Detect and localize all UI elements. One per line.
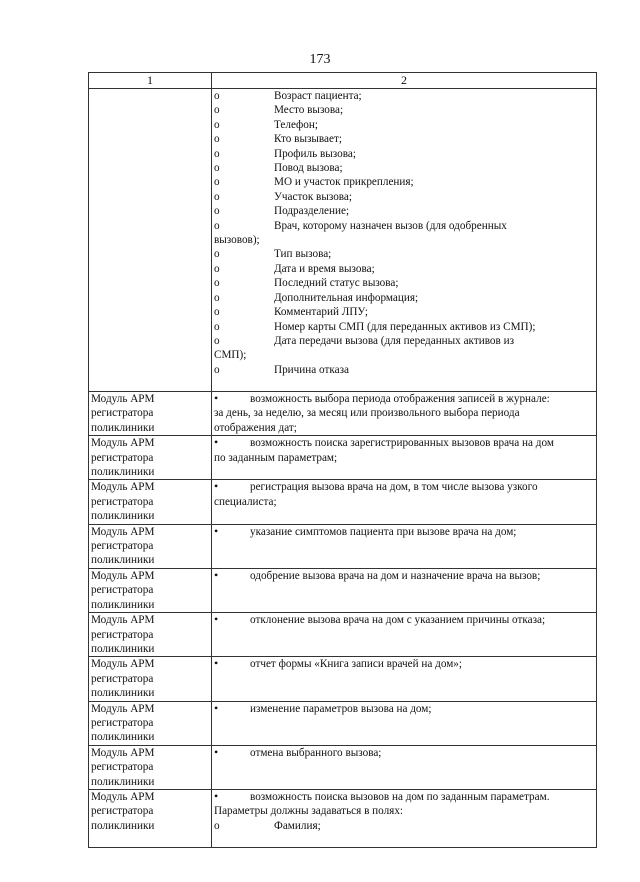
bullet-item [214, 392, 594, 406]
function-text: отмена выбранного вызова; [250, 746, 382, 759]
module-cell [89, 568, 212, 612]
module-cell [89, 436, 212, 480]
table-row [89, 657, 597, 701]
list-item [214, 175, 594, 189]
bullet-item [214, 657, 594, 671]
list-item [214, 204, 594, 218]
module-name-line: регистратора [91, 672, 154, 685]
bullet-item [214, 525, 594, 539]
circle-marker: o [214, 248, 220, 261]
module-name-line: Модуль АРМ [91, 702, 155, 715]
list-item-text: Комментарий ЛПУ; [274, 306, 369, 319]
function-cell [212, 568, 597, 612]
module-name-line: регистратора [91, 761, 154, 774]
function-text-continuation: за день, за неделю, за месяц или произвольного выбора периода [214, 407, 520, 420]
function-cell [212, 745, 597, 789]
function-text: одобрение вызова врача на дом и назначение врача на вызов; [250, 569, 541, 582]
table-row [89, 745, 597, 789]
module-name-line: регистратора [91, 628, 154, 641]
function-text: возможность выбора периода отображения записей в журнале: [250, 393, 550, 405]
list-item [214, 819, 594, 833]
list-item [214, 276, 594, 290]
circle-marker: o [214, 147, 220, 160]
list-item-text: Причина отказа [274, 363, 349, 376]
bullet-item [214, 569, 594, 583]
bullet-item [214, 702, 594, 716]
function-text-continuation: Параметры должны задаваться в полях: [214, 805, 404, 818]
circle-marker: o [214, 205, 220, 218]
list-item-text: Последний статус вызова; [274, 277, 399, 290]
module-name-line: Модуль АРМ [91, 658, 155, 671]
table-row [89, 524, 597, 568]
module-name-line: Модуль АРМ [91, 614, 155, 627]
table-row [89, 392, 597, 436]
function-text: регистрация вызова врача на дом, в том числе вызова узкого [250, 481, 538, 494]
module-name-line: Модуль АРМ [91, 790, 155, 803]
module-name-line: поликлиники [91, 510, 155, 523]
module-name-line: поликлиники [91, 642, 155, 655]
bullet-marker: • [214, 479, 219, 494]
list-item-text: Фамилия; [274, 819, 321, 832]
module-name-line: регистратора [91, 716, 154, 729]
page-number: 173 [309, 52, 331, 67]
list-item [214, 334, 594, 348]
list-item-text: Врач, которому назначен вызов (для одобренных [274, 219, 507, 232]
function-text: указание симптомов пациента при вызове врача на дом; [250, 525, 517, 538]
list-item-text: МО и участок прикрепления; [274, 176, 414, 189]
module-name-line: регистратора [91, 407, 154, 420]
bullet-item [214, 480, 594, 494]
bullet-item [214, 613, 594, 627]
function-text: возможность поиска вызовов на дом по заданным параметрам. [250, 790, 550, 803]
list-item [214, 291, 594, 305]
circle-marker: o [214, 320, 220, 333]
function-cell [212, 789, 597, 847]
function-text: изменение параметров вызова на дом; [250, 702, 432, 715]
table-row [89, 568, 597, 612]
module-name-line: Модуль АРМ [91, 746, 155, 759]
list-item-text: Кто вызывает; [274, 133, 342, 146]
circle-marker: o [214, 363, 220, 376]
table-row [89, 436, 597, 480]
module-name-line: регистратора [91, 495, 154, 508]
module-name-line: Модуль АРМ [91, 481, 155, 494]
table-row [89, 480, 597, 524]
bullet-marker: • [214, 788, 219, 803]
function-cell [212, 392, 597, 436]
function-cell [212, 524, 597, 568]
parameters-cell [212, 89, 597, 392]
bullet-marker: • [214, 656, 219, 671]
list-item [214, 103, 594, 117]
list-item-text: Дата передачи вызова (для переданных активов из [274, 334, 514, 347]
list-item [214, 118, 594, 132]
bullet-marker: • [214, 700, 219, 715]
module-cell [89, 480, 212, 524]
circle-marker: o [214, 219, 220, 232]
module-name-line: поликлиники [91, 598, 155, 611]
module-name-line: Модуль АРМ [91, 569, 155, 582]
module-cell [89, 789, 212, 847]
module-cell [89, 613, 212, 657]
list-item-text: Участок вызова; [274, 190, 353, 203]
list-item-text: Подразделение; [274, 205, 350, 218]
function-text: отклонение вызова врача на дом с указанием причины отказа; [250, 614, 546, 627]
list-item-text: Повод вызова; [274, 162, 343, 175]
module-cell [89, 745, 212, 789]
circle-marker: o [214, 306, 220, 319]
column-header-1: 1 [89, 73, 212, 89]
function-text-continuation: специалиста; [214, 495, 277, 508]
list-item-text: Дата и время вызова; [274, 262, 375, 275]
table-row [89, 789, 597, 847]
function-text: возможность поиска зарегистрированных вызовов врача на дом [250, 437, 554, 450]
circle-marker: o [214, 334, 220, 347]
list-item [214, 305, 594, 319]
list-item [214, 132, 594, 146]
bullet-item [214, 790, 594, 804]
list-item [214, 89, 594, 103]
function-text-continuation: отображения дат; [214, 421, 297, 434]
module-cell [89, 89, 212, 392]
circle-marker: o [214, 104, 220, 117]
function-cell [212, 480, 597, 524]
module-name-line: поликлиники [91, 775, 155, 788]
bullet-marker: • [214, 612, 219, 627]
module-name-line: Модуль АРМ [91, 393, 155, 405]
bullet-item [214, 436, 594, 450]
module-cell [89, 701, 212, 745]
list-item-text: Профиль вызова; [274, 147, 356, 160]
list-item-text: Тип вызова; [274, 248, 332, 261]
requirements-table [88, 72, 597, 848]
module-name-line: регистратора [91, 451, 154, 464]
function-cell [212, 701, 597, 745]
circle-marker: o [214, 819, 220, 832]
module-name-line: поликлиники [91, 554, 155, 567]
list-item [214, 161, 594, 175]
list-item [214, 219, 594, 233]
list-item-text: Дополнительная информация; [274, 291, 419, 304]
function-cell [212, 436, 597, 480]
table-header-row [89, 73, 597, 89]
module-cell [89, 524, 212, 568]
list-item-text: Возраст пациента; [274, 90, 362, 102]
module-name-line: поликлиники [91, 731, 155, 744]
module-name-line: поликлиники [91, 687, 155, 700]
module-name-line: поликлиники [91, 819, 155, 832]
circle-marker: o [214, 262, 220, 275]
module-name-line: поликлиники [91, 421, 155, 434]
list-item [214, 262, 594, 276]
table-row [89, 89, 597, 392]
bullet-item [214, 746, 594, 760]
list-item-text: Номер карты СМП (для переданных активов из СМП); [274, 320, 536, 333]
bullet-marker: • [214, 391, 219, 405]
list-item-text: Телефон; [274, 118, 318, 131]
module-name-line: Модуль АРМ [91, 525, 155, 538]
list-item-continuation: вызовов); [214, 234, 260, 247]
circle-marker: o [214, 176, 220, 189]
module-name-line: регистратора [91, 805, 154, 818]
circle-marker: o [214, 277, 220, 290]
circle-marker: o [214, 90, 220, 102]
circle-marker: o [214, 162, 220, 175]
list-item-text: Место вызова; [274, 104, 344, 117]
circle-marker: o [214, 190, 220, 203]
bullet-marker: • [214, 744, 219, 759]
circle-marker: o [214, 133, 220, 146]
list-item [214, 247, 594, 261]
list-item [214, 363, 594, 377]
circle-marker: o [214, 118, 220, 131]
list-item [214, 320, 594, 334]
function-cell [212, 613, 597, 657]
module-name-line: регистратора [91, 540, 154, 553]
function-cell [212, 657, 597, 701]
bullet-marker: • [214, 435, 219, 450]
circle-marker: o [214, 291, 220, 304]
table-row [89, 613, 597, 657]
list-item-continuation: СМП); [214, 349, 247, 362]
module-name-line: регистратора [91, 584, 154, 597]
bullet-marker: • [214, 523, 219, 538]
module-name-line: поликлиники [91, 466, 155, 479]
module-cell [89, 392, 212, 436]
column-header-2: 2 [212, 73, 597, 89]
list-item [214, 147, 594, 161]
module-name-line: Модуль АРМ [91, 437, 155, 450]
function-text-continuation: по заданным параметрам; [214, 451, 338, 464]
bullet-marker: • [214, 567, 219, 582]
function-text: отчет формы «Книга записи врачей на дом»; [250, 658, 462, 671]
table-row [89, 701, 597, 745]
module-cell [89, 657, 212, 701]
list-item [214, 190, 594, 204]
